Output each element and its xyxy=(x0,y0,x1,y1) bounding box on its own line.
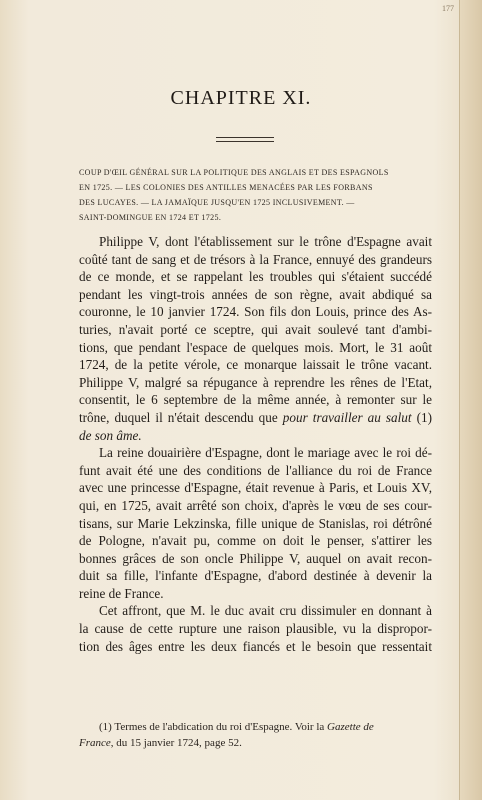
text-line: consentit, le 6 septembre de la même année, à remonter sur le xyxy=(79,392,432,408)
text-line: la cause de cette rupture une raison plausible, vu la dispropor- xyxy=(79,621,432,637)
footnote xyxy=(79,719,432,751)
text-run: trône, duquel il n'était descendu que xyxy=(79,409,283,425)
text-line: avec une princesse d'Espagne, était revenue à Paris, et Louis XV, xyxy=(79,480,432,496)
next-page-edge xyxy=(459,0,482,800)
text-line: tisans, sur Marie Lekzinska, fille unique de Stanislas, roi détrôné xyxy=(79,515,432,531)
text-line: Cet affront, que M. le duc avait cru dissimuler en donnant à xyxy=(99,603,432,619)
italic-phrase: pour travailler au salut xyxy=(282,409,412,425)
text-line: Philippe V, dont l'établissement sur le trône d'Espagne avait xyxy=(99,234,432,249)
text-line: Philippe V, malgré sa répugance à reprendre les rênes de l'Etat, xyxy=(79,374,432,390)
text-line: tion des âges entre les deux fiancés et le besoin que ressentait xyxy=(79,638,432,654)
text-line xyxy=(79,409,432,427)
text-line: funt avait été une des conditions de l'alliance du roi de France xyxy=(79,462,432,478)
text-line: reine de France. xyxy=(79,585,164,601)
text-line: turies, n'avait porté ce sceptre, qui avait soulevé tant d'ambi- xyxy=(79,321,432,337)
summary-line: EN 1725. — LES COLONIES DES ANTILLES MENACÉES PAR LES FORBANS xyxy=(79,183,373,192)
chapter-title: CHAPITRE XI. xyxy=(170,87,312,109)
text-line: de Pologne, n'avait pu, comme on doit le penser, s'attirer les xyxy=(79,533,432,549)
text-line: de ce monde, et se rappelant les troubles qui s'étaient succédé xyxy=(79,269,432,285)
text-line: La reine douairière d'Espagne, dont le mariage avec le roi dé- xyxy=(99,445,432,461)
summary-line: DES LUCAYES. — LA JAMAÏQUE JUSQU'EN 1725 INCLUSIVEMENT. — xyxy=(79,198,355,207)
text-line: coûté tant de sang et de trésors à la France, ennuyé des grandeurs xyxy=(79,251,432,267)
footnote-line xyxy=(79,719,432,735)
body-text xyxy=(79,233,432,655)
text-line: duit sa fille, l'infante d'Espagne, d'abord destinée à devenir la xyxy=(79,568,432,584)
text-line: bonnes grâces de son oncle Philippe V, auquel on avait recon- xyxy=(79,550,432,566)
footnote-ref: (1) xyxy=(411,409,433,425)
text-line: de son âme. xyxy=(79,427,142,443)
text-line: pendant les vingt-trois années de son règne, avait abdiqué sa xyxy=(79,286,432,302)
page-corner-mark: 177 xyxy=(442,4,454,13)
footnote-run: (1) Termes de l'abdication du roi d'Espagne. Voir la xyxy=(99,721,328,733)
summary-line: COUP D'ŒIL GÉNÉRAL SUR LA POLITIQUE DES ANGLAIS ET DES ESPAGNOLS xyxy=(79,168,389,177)
chapter-summary xyxy=(79,165,427,225)
footnote-line xyxy=(79,735,432,751)
summary-line: SAINT-DOMINGUE EN 1724 ET 1725. xyxy=(79,213,222,222)
text-line: couronne, le 10 janvier 1724. Son fils don Louis, prince des As- xyxy=(79,304,432,320)
footnote-italic: France xyxy=(79,737,111,749)
footnote-italic: Gazette de xyxy=(327,721,374,733)
footnote-run: , du 15 janvier 1724, page 52. xyxy=(110,737,242,749)
text-line: qui, en 1725, avait arrêté son choix, d'après le vœu de ses cour- xyxy=(79,497,432,513)
text-line: tions, que pendant l'espace de quelques mois. Mort, le 31 août xyxy=(79,339,432,355)
text-line: 1724, de la petite vérole, ce monarque laissait le trône vacant. xyxy=(79,357,432,373)
title-rule xyxy=(216,137,274,142)
